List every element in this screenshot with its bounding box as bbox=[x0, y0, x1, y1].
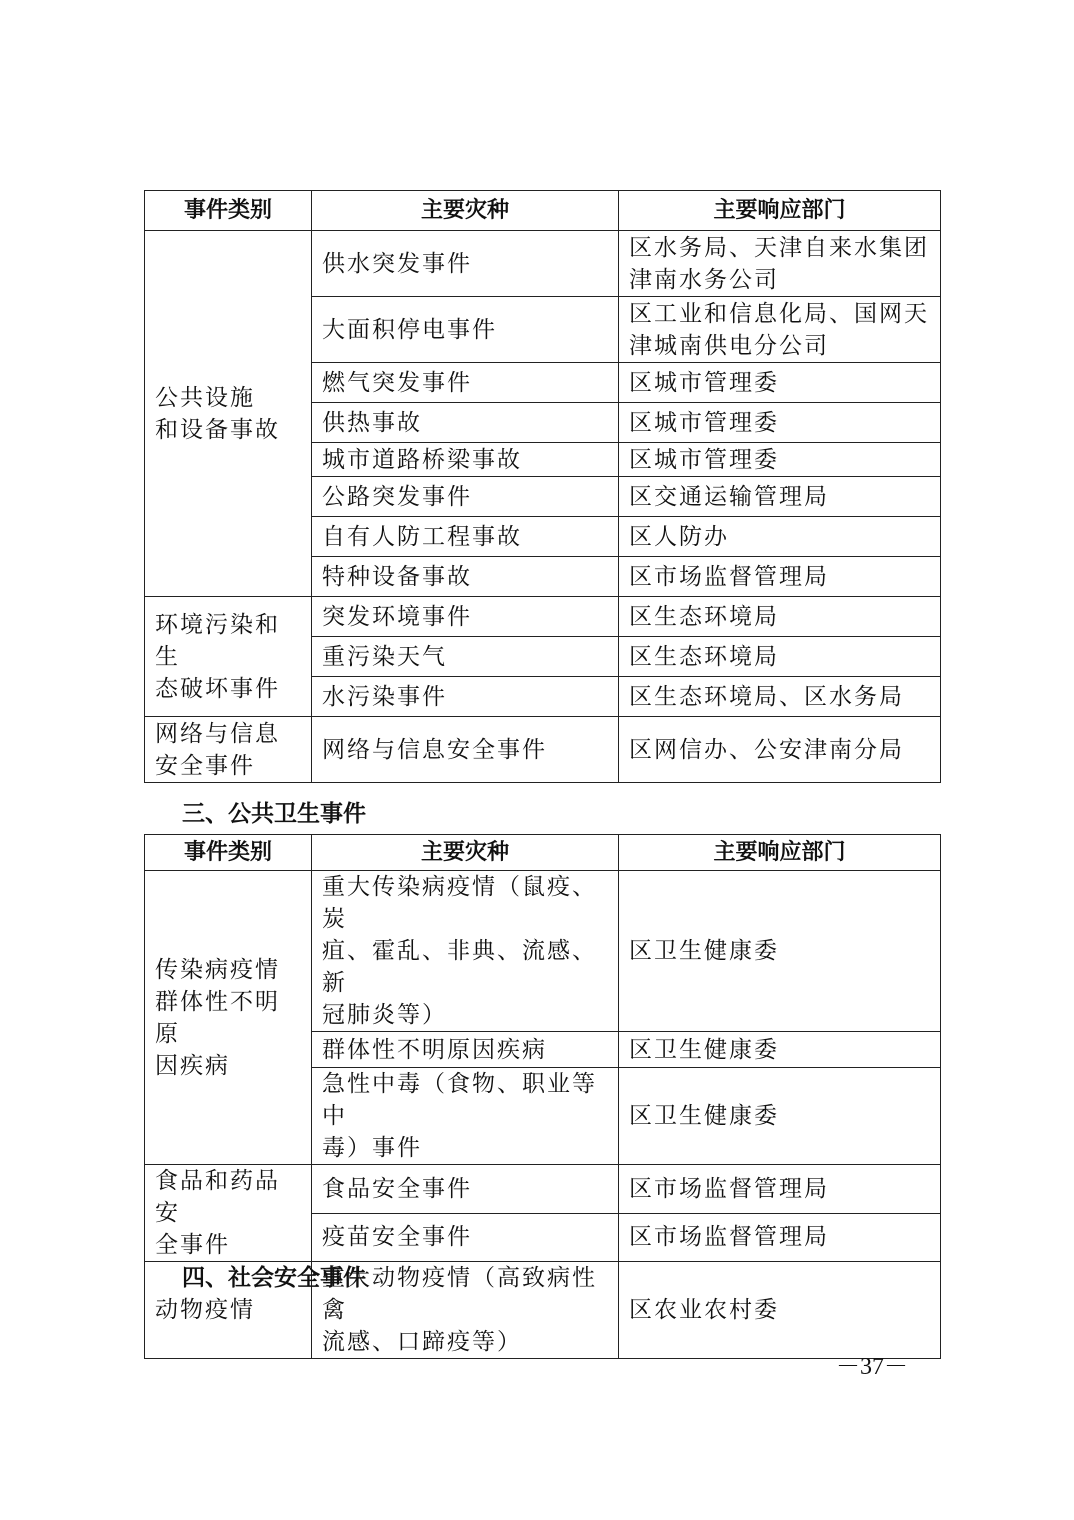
disaster-type-cell: 水污染事件 bbox=[312, 677, 619, 717]
dept-cell: 区市场监督管理局 bbox=[619, 557, 941, 597]
dept-cell: 区卫生健康委 bbox=[619, 871, 941, 1032]
table-header-row bbox=[145, 191, 941, 231]
disaster-type-cell: 网络与信息安全事件 bbox=[312, 717, 619, 783]
disaster-type-cell: 燃气突发事件 bbox=[312, 363, 619, 403]
dept-cell: 区卫生健康委 bbox=[619, 1068, 941, 1165]
disaster-type-cell: 重污染天气 bbox=[312, 637, 619, 677]
table-row bbox=[145, 597, 941, 637]
disaster-type-cell: 大面积停电事件 bbox=[312, 297, 619, 363]
disaster-type-cell: 供热事故 bbox=[312, 403, 619, 443]
disaster-type-cell: 城市道路桥梁事故 bbox=[312, 443, 619, 477]
dept-cell: 区市场监督管理局 bbox=[619, 1165, 941, 1214]
disaster-type-cell: 疫苗安全事件 bbox=[312, 1213, 619, 1262]
dept-cell: 区交通运输管理局 bbox=[619, 477, 941, 517]
category-cell: 传染病疫情 群体性不明原 因疾病 bbox=[145, 871, 312, 1165]
disaster-type-cell: 公路突发事件 bbox=[312, 477, 619, 517]
page-number: －37－ bbox=[836, 1354, 908, 1380]
disaster-type-cell: 自有人防工程事故 bbox=[312, 517, 619, 557]
disaster-type-cell: 供水突发事件 bbox=[312, 231, 619, 297]
dept-cell: 区农业农村委 bbox=[619, 1262, 941, 1359]
dept-cell: 区城市管理委 bbox=[619, 363, 941, 403]
disaster-type-cell: 群体性不明原因疾病 bbox=[312, 1032, 619, 1068]
dept-cell: 区生态环境局 bbox=[619, 597, 941, 637]
table-row bbox=[145, 1165, 941, 1214]
table-row bbox=[145, 231, 941, 297]
header-category: 事件类别 bbox=[145, 835, 312, 871]
dept-cell: 区生态环境局、区水务局 bbox=[619, 677, 941, 717]
header-disaster-type: 主要灾种 bbox=[312, 835, 619, 871]
category-cell: 环境污染和生 态破坏事件 bbox=[145, 597, 312, 717]
dept-cell: 区水务局、天津自来水集团 津南水务公司 bbox=[619, 231, 941, 297]
table-row bbox=[145, 871, 941, 1032]
table-row bbox=[145, 717, 941, 783]
dept-cell: 区生态环境局 bbox=[619, 637, 941, 677]
disaster-type-cell: 急性中毒（食物、职业等中 毒）事件 bbox=[312, 1068, 619, 1165]
dept-cell: 区网信办、公安津南分局 bbox=[619, 717, 941, 783]
header-disaster-type: 主要灾种 bbox=[312, 191, 619, 231]
disaster-type-cell: 特种设备事故 bbox=[312, 557, 619, 597]
category-cell: 公共设施 和设备事故 bbox=[145, 231, 312, 597]
category-cell: 食品和药品安 全事件 bbox=[145, 1165, 312, 1262]
disaster-type-cell: 突发环境事件 bbox=[312, 597, 619, 637]
dept-cell: 区工业和信息化局、国网天 津城南供电分公司 bbox=[619, 297, 941, 363]
disaster-type-cell: 食品安全事件 bbox=[312, 1165, 619, 1214]
disaster-type-cell: 重大动物疫情（高致病性禽 流感、口蹄疫等） bbox=[312, 1262, 619, 1359]
header-response-dept: 主要响应部门 bbox=[619, 835, 941, 871]
dept-cell: 区城市管理委 bbox=[619, 403, 941, 443]
category-cell: 动物疫情 bbox=[145, 1262, 312, 1359]
dept-cell: 区市场监督管理局 bbox=[619, 1213, 941, 1262]
category-cell: 网络与信息 安全事件 bbox=[145, 717, 312, 783]
disaster-type-cell: 重大传染病疫情（鼠疫、炭 疽、霍乱、非典、流感、新 冠肺炎等） bbox=[312, 871, 619, 1032]
header-category: 事件类别 bbox=[145, 191, 312, 231]
dept-cell: 区人防办 bbox=[619, 517, 941, 557]
section-title-public-health: 三、公共卫生事件 bbox=[182, 801, 366, 827]
table-header-row bbox=[145, 835, 941, 871]
header-response-dept: 主要响应部门 bbox=[619, 191, 941, 231]
section-title-social-security: 四、社会安全事件 bbox=[182, 1265, 366, 1291]
table-infrastructure-environment bbox=[144, 190, 941, 783]
dept-cell: 区卫生健康委 bbox=[619, 1032, 941, 1068]
dept-cell: 区城市管理委 bbox=[619, 443, 941, 477]
